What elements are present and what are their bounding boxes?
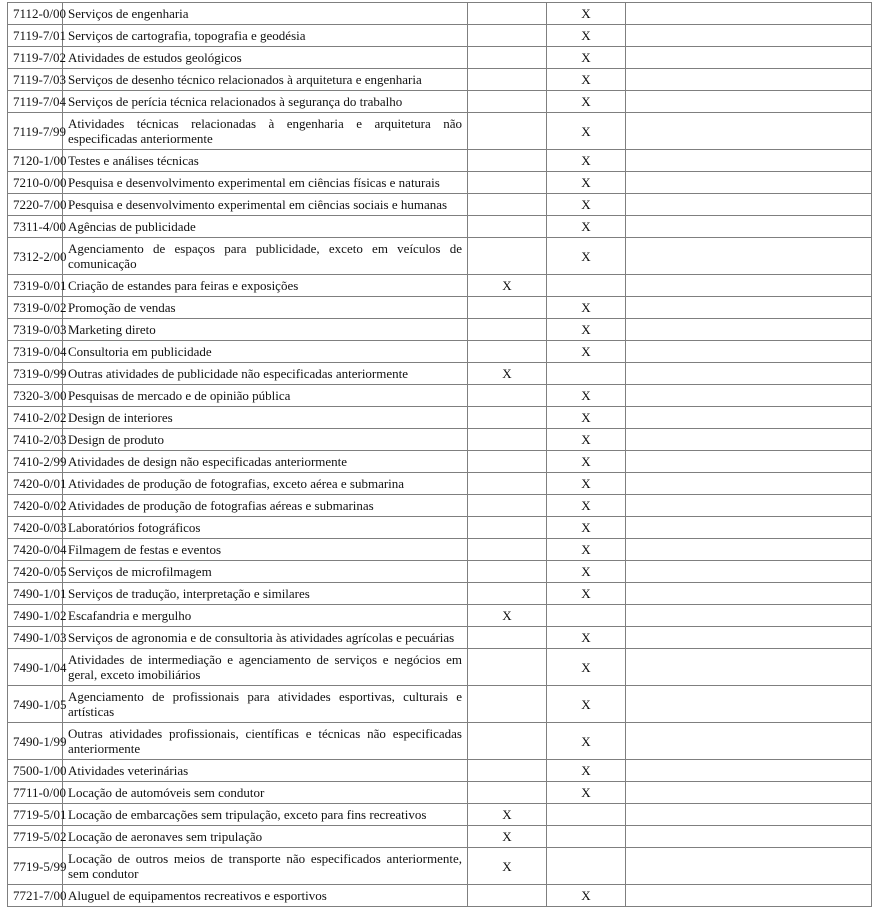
activity-description-cell: Outras atividades profissionais, científicas e técnicas não especificadas anteriormente — [63, 723, 468, 760]
cnae-code-cell: 7420-0/01 — [8, 473, 63, 495]
x-mark-cell: X — [547, 297, 626, 319]
empty-mark-cell — [547, 605, 626, 627]
cnae-code-cell: 7719-5/99 — [8, 848, 63, 885]
table-row — [8, 561, 872, 583]
cnae-code-cell: 7420-0/03 — [8, 517, 63, 539]
empty-mark-cell — [468, 760, 547, 782]
empty-mark-cell — [626, 804, 872, 826]
table-row — [8, 238, 872, 275]
activity-description-cell: Atividades de produção de fotografias, exceto aérea e submarina — [63, 473, 468, 495]
cnae-code-cell: 7420-0/04 — [8, 539, 63, 561]
table-row — [8, 782, 872, 804]
empty-mark-cell — [547, 363, 626, 385]
x-mark-cell: X — [547, 194, 626, 216]
empty-mark-cell — [468, 583, 547, 605]
empty-mark-cell — [626, 723, 872, 760]
table-row — [8, 473, 872, 495]
activity-description-cell: Serviços de microfilmagem — [63, 561, 468, 583]
table-row — [8, 495, 872, 517]
cnae-code-cell: 7719-5/01 — [8, 804, 63, 826]
activity-description-cell: Design de produto — [63, 429, 468, 451]
empty-mark-cell — [468, 723, 547, 760]
empty-mark-cell — [626, 649, 872, 686]
cnae-code-cell: 7119-7/03 — [8, 69, 63, 91]
empty-mark-cell — [468, 561, 547, 583]
cnae-code-cell: 7490-1/04 — [8, 649, 63, 686]
empty-mark-cell — [468, 172, 547, 194]
table-row — [8, 319, 872, 341]
x-mark-cell: X — [468, 605, 547, 627]
table-row — [8, 172, 872, 194]
cnae-code-cell: 7210-0/00 — [8, 172, 63, 194]
empty-mark-cell — [626, 605, 872, 627]
table-row — [8, 760, 872, 782]
empty-mark-cell — [626, 3, 872, 25]
activity-description-cell: Pesquisa e desenvolvimento experimental em ciências físicas e naturais — [63, 172, 468, 194]
empty-mark-cell — [626, 25, 872, 47]
x-mark-cell: X — [547, 172, 626, 194]
x-mark-cell: X — [547, 69, 626, 91]
table-row — [8, 113, 872, 150]
x-mark-cell: X — [547, 686, 626, 723]
empty-mark-cell — [626, 561, 872, 583]
cnae-code-cell: 7410-2/03 — [8, 429, 63, 451]
x-mark-cell: X — [547, 341, 626, 363]
cnae-code-cell: 7721-7/00 — [8, 885, 63, 907]
table-row — [8, 517, 872, 539]
empty-mark-cell — [626, 848, 872, 885]
empty-mark-cell — [626, 495, 872, 517]
table-row — [8, 885, 872, 907]
cnae-code-cell: 7312-2/00 — [8, 238, 63, 275]
empty-mark-cell — [468, 319, 547, 341]
activity-description-cell: Consultoria em publicidade — [63, 341, 468, 363]
x-mark-cell: X — [547, 723, 626, 760]
table-row — [8, 91, 872, 113]
activity-description-cell: Atividades de estudos geológicos — [63, 47, 468, 69]
x-mark-cell: X — [547, 539, 626, 561]
activity-description-cell: Criação de estandes para feiras e exposições — [63, 275, 468, 297]
x-mark-cell: X — [547, 25, 626, 47]
activity-description-cell: Locação de embarcações sem tripulação, exceto para fins recreativos — [63, 804, 468, 826]
table-row — [8, 804, 872, 826]
empty-mark-cell — [468, 495, 547, 517]
empty-mark-cell — [468, 216, 547, 238]
x-mark-cell: X — [547, 782, 626, 804]
x-mark-cell: X — [547, 47, 626, 69]
empty-mark-cell — [468, 885, 547, 907]
table-row — [8, 150, 872, 172]
table-row — [8, 429, 872, 451]
empty-mark-cell — [626, 69, 872, 91]
cnae-code-cell: 7319-0/99 — [8, 363, 63, 385]
x-mark-cell: X — [547, 583, 626, 605]
empty-mark-cell — [626, 385, 872, 407]
empty-mark-cell — [626, 172, 872, 194]
x-mark-cell: X — [547, 319, 626, 341]
cnae-code-cell: 7320-3/00 — [8, 385, 63, 407]
activity-description-cell: Marketing direto — [63, 319, 468, 341]
empty-mark-cell — [468, 517, 547, 539]
table-row — [8, 826, 872, 848]
empty-mark-cell — [626, 782, 872, 804]
empty-mark-cell — [626, 760, 872, 782]
cnae-code-cell: 7311-4/00 — [8, 216, 63, 238]
table-row — [8, 194, 872, 216]
table-row — [8, 723, 872, 760]
x-mark-cell: X — [547, 885, 626, 907]
cnae-code-cell: 7119-7/02 — [8, 47, 63, 69]
x-mark-cell: X — [468, 275, 547, 297]
empty-mark-cell — [468, 539, 547, 561]
activity-description-cell: Locação de automóveis sem condutor — [63, 782, 468, 804]
table-row — [8, 275, 872, 297]
activity-description-cell: Escafandria e mergulho — [63, 605, 468, 627]
empty-mark-cell — [626, 47, 872, 69]
cnae-code-cell: 7410-2/99 — [8, 451, 63, 473]
cnae-code-cell: 7319-0/01 — [8, 275, 63, 297]
empty-mark-cell — [468, 47, 547, 69]
table-row — [8, 3, 872, 25]
empty-mark-cell — [626, 473, 872, 495]
empty-mark-cell — [626, 238, 872, 275]
empty-mark-cell — [468, 238, 547, 275]
empty-mark-cell — [626, 407, 872, 429]
x-mark-cell: X — [547, 627, 626, 649]
cnae-code-cell: 7420-0/02 — [8, 495, 63, 517]
empty-mark-cell — [626, 539, 872, 561]
activity-description-cell: Pesquisa e desenvolvimento experimental em ciências sociais e humanas — [63, 194, 468, 216]
activity-description-cell: Design de interiores — [63, 407, 468, 429]
activity-description-cell: Agências de publicidade — [63, 216, 468, 238]
empty-mark-cell — [468, 297, 547, 319]
activity-description-cell: Agenciamento de profissionais para atividades esportivas, culturais e artísticas — [63, 686, 468, 723]
empty-mark-cell — [547, 826, 626, 848]
empty-mark-cell — [468, 429, 547, 451]
activity-description-cell: Serviços de engenharia — [63, 3, 468, 25]
table-row — [8, 407, 872, 429]
table-row — [8, 605, 872, 627]
activity-description-cell: Atividades de intermediação e agenciamento de serviços e negócios em geral, exceto imobiliários — [63, 649, 468, 686]
empty-mark-cell — [626, 583, 872, 605]
empty-mark-cell — [468, 782, 547, 804]
empty-mark-cell — [626, 150, 872, 172]
empty-mark-cell — [626, 275, 872, 297]
activity-description-cell: Serviços de agronomia e de consultoria às atividades agrícolas e pecuárias — [63, 627, 468, 649]
empty-mark-cell — [626, 517, 872, 539]
x-mark-cell: X — [468, 363, 547, 385]
empty-mark-cell — [468, 407, 547, 429]
empty-mark-cell — [468, 473, 547, 495]
activity-description-cell: Locação de aeronaves sem tripulação — [63, 826, 468, 848]
activity-description-cell: Serviços de tradução, interpretação e similares — [63, 583, 468, 605]
x-mark-cell: X — [468, 826, 547, 848]
table-row — [8, 47, 872, 69]
activity-description-cell: Pesquisas de mercado e de opinião pública — [63, 385, 468, 407]
x-mark-cell: X — [547, 216, 626, 238]
x-mark-cell: X — [547, 3, 626, 25]
cnae-code-cell: 7490-1/99 — [8, 723, 63, 760]
empty-mark-cell — [468, 385, 547, 407]
empty-mark-cell — [468, 686, 547, 723]
table-row — [8, 539, 872, 561]
empty-mark-cell — [547, 848, 626, 885]
x-mark-cell: X — [468, 848, 547, 885]
table-row — [8, 649, 872, 686]
activity-description-cell: Atividades veterinárias — [63, 760, 468, 782]
cnae-code-cell: 7420-0/05 — [8, 561, 63, 583]
cnae-code-cell: 7490-1/05 — [8, 686, 63, 723]
cnae-code-cell: 7119-7/04 — [8, 91, 63, 113]
empty-mark-cell — [626, 341, 872, 363]
activity-description-cell: Promoção de vendas — [63, 297, 468, 319]
empty-mark-cell — [626, 826, 872, 848]
activity-description-cell: Agenciamento de espaços para publicidade, exceto em veículos de comunicação — [63, 238, 468, 275]
cnae-code-cell: 7119-7/01 — [8, 25, 63, 47]
activity-description-cell: Locação de outros meios de transporte não especificados anteriormente, sem condutor — [63, 848, 468, 885]
empty-mark-cell — [547, 275, 626, 297]
empty-mark-cell — [468, 113, 547, 150]
cnae-code-cell: 7119-7/99 — [8, 113, 63, 150]
x-mark-cell: X — [547, 451, 626, 473]
x-mark-cell: X — [547, 407, 626, 429]
empty-mark-cell — [626, 194, 872, 216]
empty-mark-cell — [626, 627, 872, 649]
empty-mark-cell — [626, 363, 872, 385]
cnae-code-cell: 7711-0/00 — [8, 782, 63, 804]
activity-description-cell: Serviços de cartografia, topografia e geodésia — [63, 25, 468, 47]
table-row — [8, 363, 872, 385]
table-row — [8, 297, 872, 319]
empty-mark-cell — [626, 91, 872, 113]
x-mark-cell: X — [547, 495, 626, 517]
activity-description-cell: Testes e análises técnicas — [63, 150, 468, 172]
activity-description-cell: Serviços de desenho técnico relacionados à arquitetura e engenharia — [63, 69, 468, 91]
empty-mark-cell — [626, 113, 872, 150]
x-mark-cell: X — [547, 561, 626, 583]
cnae-table-body — [8, 3, 872, 907]
x-mark-cell: X — [468, 804, 547, 826]
x-mark-cell: X — [547, 649, 626, 686]
empty-mark-cell — [468, 69, 547, 91]
activity-description-cell: Atividades de produção de fotografias aéreas e submarinas — [63, 495, 468, 517]
x-mark-cell: X — [547, 760, 626, 782]
cnae-code-cell: 7120-1/00 — [8, 150, 63, 172]
table-row — [8, 341, 872, 363]
cnae-code-cell: 7319-0/04 — [8, 341, 63, 363]
table-row — [8, 627, 872, 649]
empty-mark-cell — [468, 150, 547, 172]
x-mark-cell: X — [547, 385, 626, 407]
cnae-code-cell: 7112-0/00 — [8, 3, 63, 25]
empty-mark-cell — [468, 341, 547, 363]
empty-mark-cell — [468, 3, 547, 25]
x-mark-cell: X — [547, 429, 626, 451]
activity-description-cell: Atividades de design não especificadas anteriormente — [63, 451, 468, 473]
empty-mark-cell — [468, 451, 547, 473]
table-row — [8, 385, 872, 407]
activity-description-cell: Serviços de perícia técnica relacionados à segurança do trabalho — [63, 91, 468, 113]
activity-description-cell: Filmagem de festas e eventos — [63, 539, 468, 561]
activity-description-cell: Outras atividades de publicidade não especificadas anteriormente — [63, 363, 468, 385]
empty-mark-cell — [626, 686, 872, 723]
empty-mark-cell — [626, 319, 872, 341]
cnae-code-cell: 7319-0/03 — [8, 319, 63, 341]
empty-mark-cell — [626, 429, 872, 451]
cnae-code-cell: 7719-5/02 — [8, 826, 63, 848]
empty-mark-cell — [626, 297, 872, 319]
x-mark-cell: X — [547, 517, 626, 539]
activity-description-cell: Laboratórios fotográficos — [63, 517, 468, 539]
x-mark-cell: X — [547, 238, 626, 275]
empty-mark-cell — [468, 649, 547, 686]
activity-description-cell: Aluguel de equipamentos recreativos e esportivos — [63, 885, 468, 907]
empty-mark-cell — [468, 91, 547, 113]
cnae-code-cell: 7490-1/01 — [8, 583, 63, 605]
cnae-code-cell: 7220-7/00 — [8, 194, 63, 216]
empty-mark-cell — [626, 451, 872, 473]
cnae-code-cell: 7410-2/02 — [8, 407, 63, 429]
x-mark-cell: X — [547, 91, 626, 113]
activity-description-cell: Atividades técnicas relacionadas à engenharia e arquitetura não especificadas anteriormente — [63, 113, 468, 150]
cnae-activities-table — [7, 2, 872, 907]
cnae-code-cell: 7490-1/02 — [8, 605, 63, 627]
table-row — [8, 69, 872, 91]
empty-mark-cell — [626, 216, 872, 238]
empty-mark-cell — [468, 627, 547, 649]
table-row — [8, 848, 872, 885]
table-row — [8, 583, 872, 605]
empty-mark-cell — [468, 194, 547, 216]
x-mark-cell: X — [547, 150, 626, 172]
empty-mark-cell — [547, 804, 626, 826]
x-mark-cell: X — [547, 473, 626, 495]
x-mark-cell: X — [547, 113, 626, 150]
empty-mark-cell — [626, 885, 872, 907]
table-row — [8, 25, 872, 47]
cnae-code-cell: 7500-1/00 — [8, 760, 63, 782]
cnae-code-cell: 7490-1/03 — [8, 627, 63, 649]
table-row — [8, 686, 872, 723]
empty-mark-cell — [468, 25, 547, 47]
table-row — [8, 216, 872, 238]
cnae-code-cell: 7319-0/02 — [8, 297, 63, 319]
table-row — [8, 451, 872, 473]
